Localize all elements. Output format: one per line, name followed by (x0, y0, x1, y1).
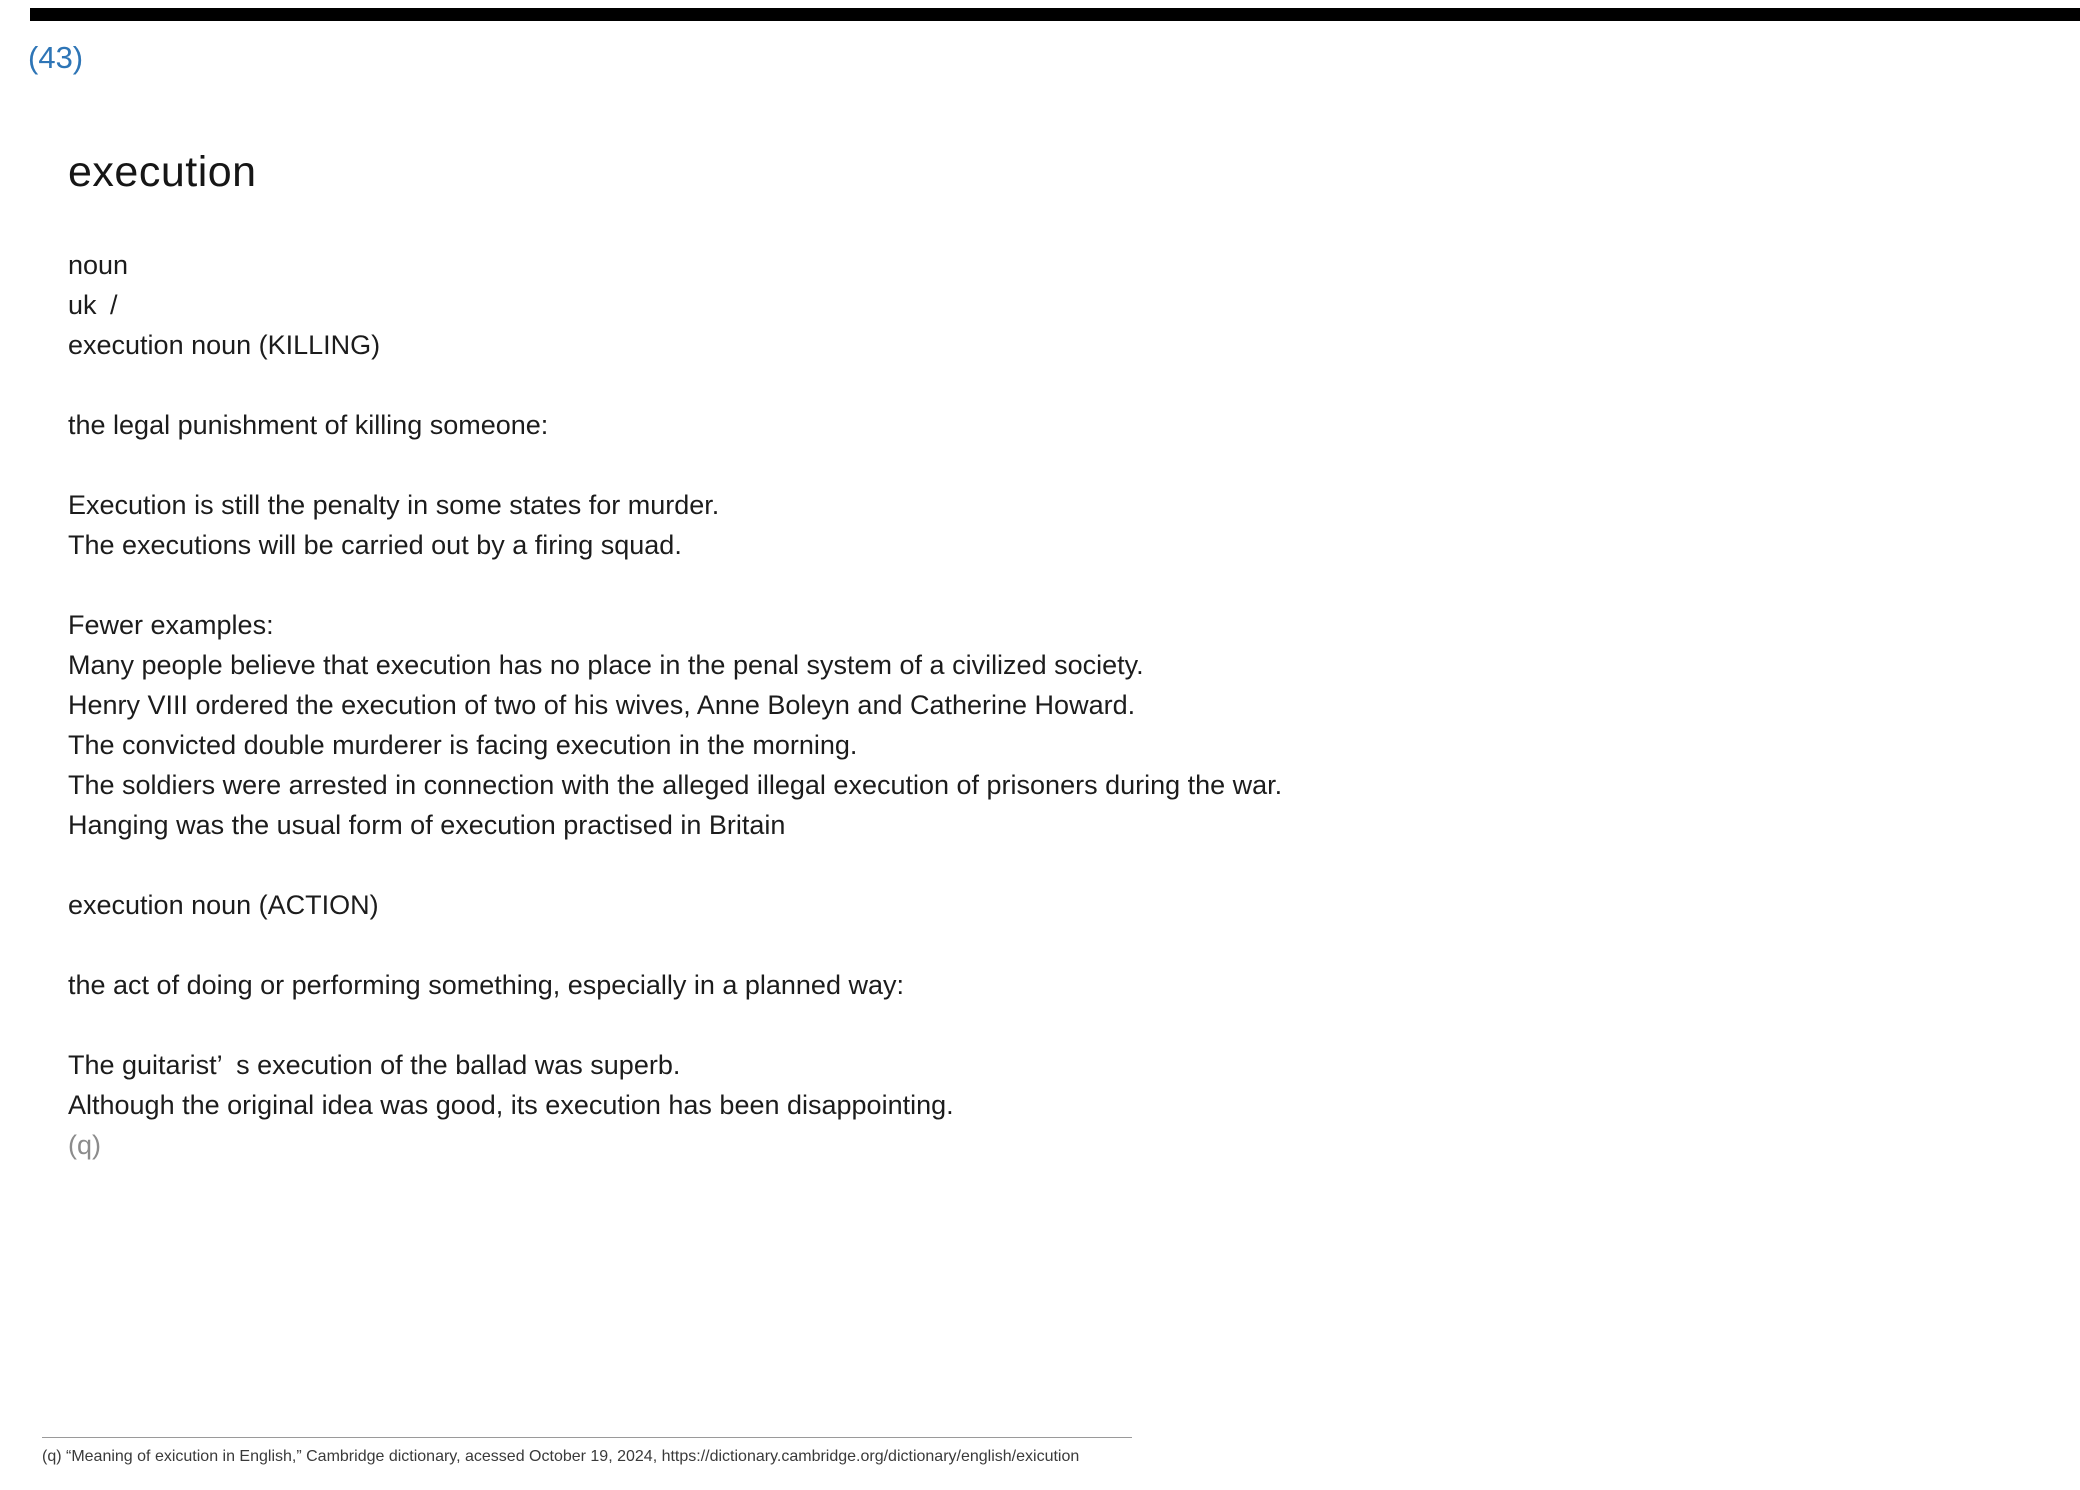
sense1-definition: the legal punishment of killing someone: (68, 410, 549, 440)
sense1-example: The executions will be carried out by a firing squad. (68, 530, 682, 560)
headword: execution (68, 148, 257, 196)
part-of-speech: noun (68, 250, 129, 280)
top-border-rule (30, 8, 2080, 21)
page-number: (43) (28, 40, 84, 75)
sense1-example: Execution is still the penalty in some states for murder. (68, 490, 720, 520)
sense2-definition: the act of doing or performing something, especially in a planned way: (68, 970, 904, 1000)
fewer-example: The soldiers were arrested in connection with the alleged illegal execution of prisoners during the war. (68, 770, 1283, 800)
fewer-examples-label: Fewer examples: (68, 610, 274, 640)
sense2-example: Although the original idea was good, its execution has been disappointing. (68, 1090, 954, 1120)
pronunciation: uk / (68, 290, 118, 320)
fewer-example: The convicted double murderer is facing execution in the morning. (68, 730, 858, 760)
sense2-label: execution noun (ACTION) (68, 890, 379, 920)
footnote-citation: (q) “Meaning of exicution in English,” Cambridge dictionary, acessed October 19, 2024, https://dictionary.cambridge.org/dictionary/english/exicution (42, 1448, 1080, 1465)
dictionary-entry (68, 148, 1990, 1165)
citation-marker: (q) (68, 1130, 101, 1160)
sense2-example: The guitarist’ s execution of the ballad was superb. (68, 1050, 681, 1080)
fewer-example: Many people believe that execution has no place in the penal system of a civilized society. (68, 650, 1144, 680)
fewer-example: Hanging was the usual form of execution practised in Britain (68, 810, 786, 840)
fewer-example: Henry VIII ordered the execution of two of his wives, Anne Boleyn and Catherine Howard. (68, 690, 1136, 720)
footnote-divider (42, 1437, 1132, 1438)
sense1-label: execution noun (KILLING) (68, 330, 381, 360)
